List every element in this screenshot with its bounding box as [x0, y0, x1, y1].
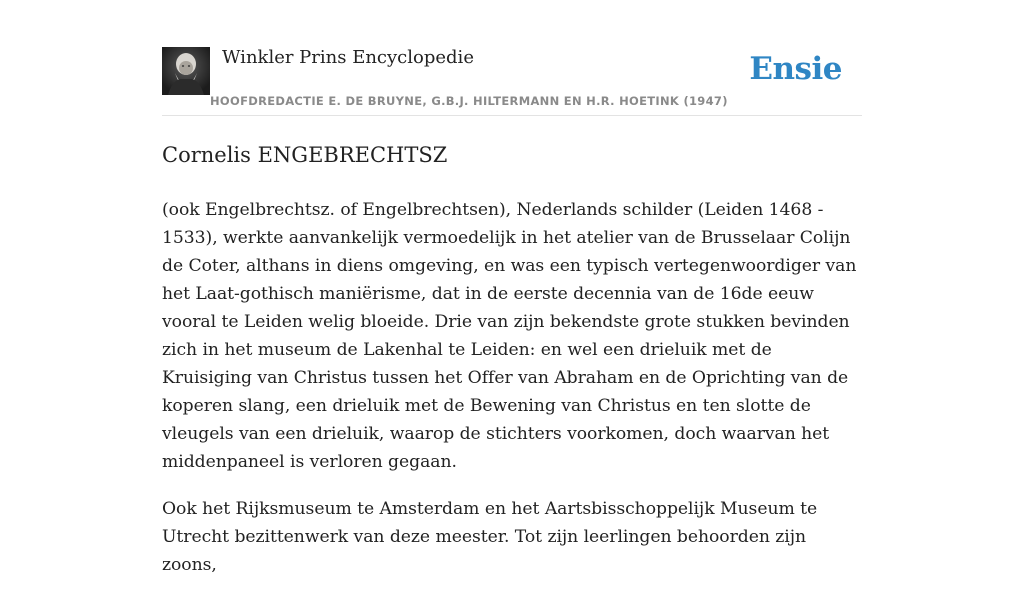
ensie-logo[interactable]: Ensie	[749, 51, 842, 87]
site-title[interactable]: Winkler Prins Encyclopedie	[222, 47, 474, 68]
site-header	[162, 0, 862, 116]
editors-line: HOOFDREDACTIE E. DE BRUYNE, G.B.J. HILTERMANN EN H.R. HOETINK (1947)	[210, 94, 728, 108]
article-paragraph: Ook het Rijksmuseum te Amsterdam en het Aartsbisschoppelijk Museum te Utrecht bezittenwerk van deze meester. Tot zijn leerlingen behoorden zijn zoons,	[162, 499, 818, 575]
article	[162, 138, 862, 598]
article-title: Cornelis ENGEBRECHTSZ	[162, 143, 448, 167]
article-paragraph: (ook Engelbrechtsz. of Engelbrechtsen), Nederlands schilder (Leiden 1468 - 1533), werkte aanvankelijk vermoedelijk in het atelier van de Brusselaar Colijn de Coter, althans in diens omgeving, en was een typisch vertegenwoordiger van het Laat-gothisch maniërisme, dat in de eerste decennia van de 16de eeuw vooral te Leiden welig bloeide. Drie van zijn bekendste grote stukken bevinden zich in het museum de Lakenhal te Leiden: en wel een drieluik met de Kruisiging van Christus tussen het Offer van Abraham en de Oprichting van de koperen slang, een drieluik met de Bewening van Christus en ten slotte de vleugels van een drieluik, waarop de stichters voorkomen, doch waarvan het middenpaneel is verloren gegaan.	[162, 200, 857, 472]
author-portrait-icon[interactable]	[162, 47, 210, 95]
